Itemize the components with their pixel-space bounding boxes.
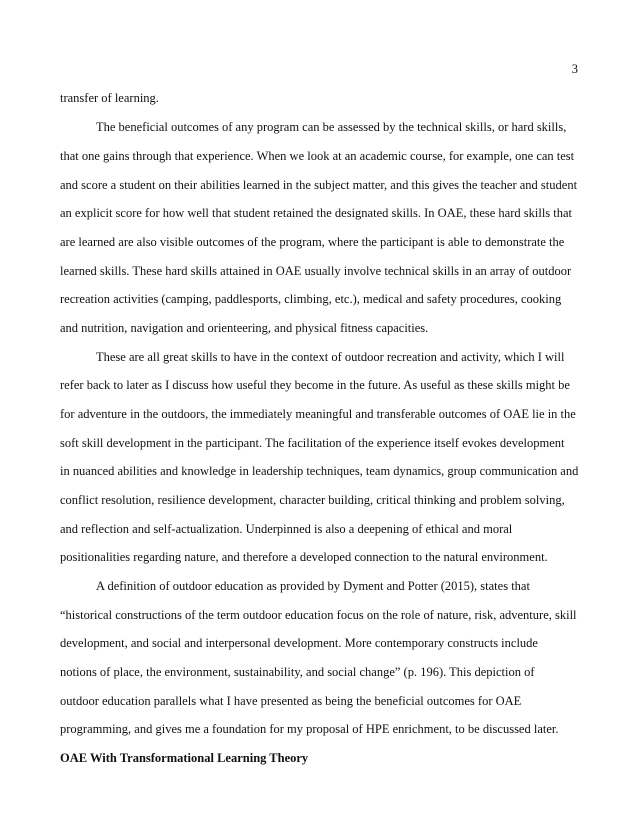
body-line: “historical constructions of the term outdoor education focus on the role of nature, risk, adventure, skill: [60, 608, 577, 622]
page-number: 3: [571, 62, 578, 76]
body-line: refer back to later as I discuss how useful they become in the future. As useful as these skills might be: [60, 378, 570, 392]
body-line: and score a student on their abilities learned in the subject matter, and this gives the teacher and student: [60, 178, 578, 192]
body-line: an explicit score for how well that student retained the designated skills. In OAE, these hard skills that: [60, 206, 573, 220]
body-line: development, and social and interpersonal development. More contemporary constructs include: [60, 636, 538, 650]
body-line: notions of place, the environment, sustainability, and social change” (p. 196). This depiction of: [60, 665, 535, 679]
body-line: in nuanced abilities and knowledge in leadership techniques, team dynamics, group communication and: [60, 464, 579, 478]
body-line: that one gains through that experience. When we look at an academic course, for example, one can test: [60, 149, 575, 163]
body-line: outdoor education parallels what I have presented as being the beneficial outcomes for OAE: [60, 694, 522, 708]
body-line: The beneficial outcomes of any program can be assessed by the technical skills, or hard skills,: [96, 120, 567, 134]
body-line: positionalities regarding nature, and therefore a developed connection to the natural environment.: [60, 550, 548, 564]
body-line: conflict resolution, resilience development, character building, critical thinking and problem solving,: [60, 493, 565, 507]
body-line: These are all great skills to have in the context of outdoor recreation and activity, which I will: [96, 350, 565, 364]
body-line: programming, and gives me a foundation for my proposal of HPE enrichment, to be discussed later.: [60, 722, 559, 736]
section-heading: OAE With Transformational Learning Theory: [60, 751, 309, 765]
body-line: for adventure in the outdoors, the immediately meaningful and transferable outcomes of OAE lie in the: [60, 407, 576, 421]
body-line: and nutrition, navigation and orienteering, and physical fitness capacities.: [60, 321, 429, 335]
body-line: learned skills. These hard skills attained in OAE usually involve technical skills in an array of outdoor: [60, 264, 572, 278]
body-line: soft skill development in the participant. The facilitation of the experience itself evokes development: [60, 436, 565, 450]
body-line: A definition of outdoor education as provided by Dyment and Potter (2015), states that: [96, 579, 530, 593]
body-line: transfer of learning.: [60, 91, 159, 105]
body-line: and reflection and self-actualization. Underpinned is also a deepening of ethical and moral: [60, 522, 513, 536]
body-line: are learned are also visible outcomes of the program, where the participant is able to demonstrate the: [60, 235, 565, 249]
body-line: recreation activities (camping, paddlesports, climbing, etc.), medical and safety procedures, cooking: [60, 292, 562, 306]
